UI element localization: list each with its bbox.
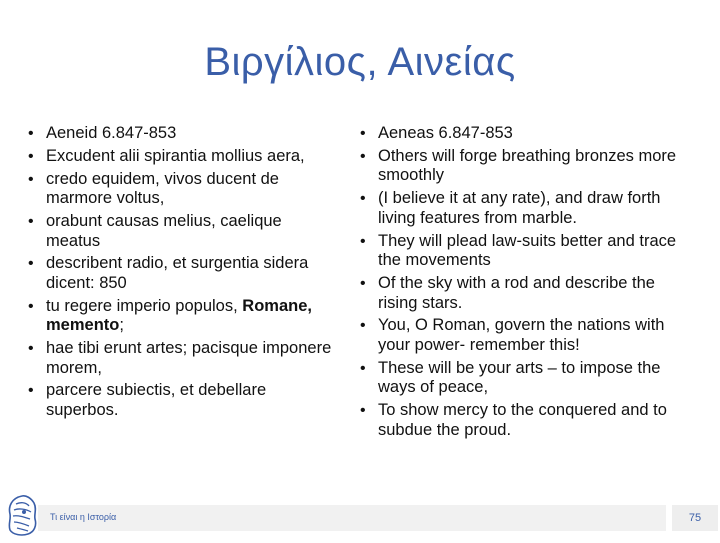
bullet-icon: • — [28, 340, 34, 358]
list-item — [24, 147, 334, 167]
bullet-icon: • — [28, 125, 34, 142]
bullet-icon: • — [360, 125, 366, 142]
list-item — [356, 316, 696, 355]
latin-text-list — [24, 124, 334, 421]
list-item-text: hae tibi erunt artes; pacisque imponere morem, — [46, 339, 332, 377]
left-column — [24, 124, 334, 424]
list-item-text: Others will forge breathing bronzes more smoothly — [378, 146, 677, 185]
list-item — [356, 124, 696, 144]
bullet-icon: • — [360, 147, 366, 165]
list-item — [356, 232, 696, 271]
list-item-text: Aeneid 6.847-853 — [46, 124, 177, 142]
list-item — [24, 381, 334, 420]
list-item-text: parcere subiectis, et debellare superbos. — [46, 381, 267, 420]
right-column — [356, 124, 696, 443]
bullet-icon: • — [28, 170, 34, 188]
list-item — [356, 359, 696, 398]
footer-text: Τι είναι η Ιστορία — [50, 512, 117, 522]
bullet-icon: • — [28, 382, 34, 400]
bullet-icon: • — [360, 402, 366, 420]
bullet-icon: • — [28, 147, 34, 165]
english-text-list — [356, 124, 696, 440]
list-item-text-suffix: ; — [119, 316, 124, 335]
list-item-text: describent radio, et surgentia sidera dicent: 850 — [46, 254, 309, 292]
list-item-text: You, O Roman, govern the nations with your power- remember this! — [378, 316, 665, 354]
list-item-text: They will plead law-suits better and trace the movements — [378, 231, 677, 270]
bullet-icon: • — [28, 255, 34, 273]
list-item — [24, 297, 334, 336]
slide-title: Βιργίλιος, Αινείας — [204, 40, 516, 84]
list-item — [356, 401, 696, 440]
bullet-icon: • — [360, 274, 366, 292]
list-item-text: Aeneas 6.847-853 — [378, 124, 513, 142]
list-item — [356, 189, 696, 228]
list-item-text: Of the sky with a rod and describe the rising stars. — [378, 273, 655, 312]
list-item-text: To show mercy to the conquered and to subdue the proud. — [378, 401, 667, 439]
list-item — [24, 124, 334, 144]
bullet-icon: • — [360, 190, 366, 208]
list-item — [24, 170, 334, 209]
bullet-icon: • — [360, 317, 366, 335]
footer-bar — [38, 505, 666, 531]
bullet-icon: • — [360, 232, 366, 250]
list-item — [24, 212, 334, 251]
bullet-icon: • — [28, 212, 34, 230]
bullet-icon: • — [360, 359, 366, 377]
list-item-text: (I believe it at any rate), and draw forth living features from marble. — [378, 189, 661, 227]
list-item-text: Excudent alii spirantia mollius aera, — [46, 146, 305, 165]
list-item — [356, 147, 696, 186]
list-item-text: These will be your arts – to impose the ways of peace, — [378, 358, 661, 397]
list-item — [24, 254, 334, 293]
list-item-bold-text: Romane, memento — [46, 296, 312, 335]
page-number: 75 — [672, 505, 718, 531]
list-item — [24, 339, 334, 378]
list-item-text: credo equidem, vivos ducent de marmore voltus, — [46, 169, 279, 208]
university-logo-icon — [4, 492, 40, 538]
list-item-text: tu regere imperio populos, — [46, 296, 243, 315]
bullet-icon: • — [28, 297, 34, 315]
list-item-text: orabunt causas melius, caelique meatus — [46, 211, 282, 250]
list-item — [356, 274, 696, 313]
